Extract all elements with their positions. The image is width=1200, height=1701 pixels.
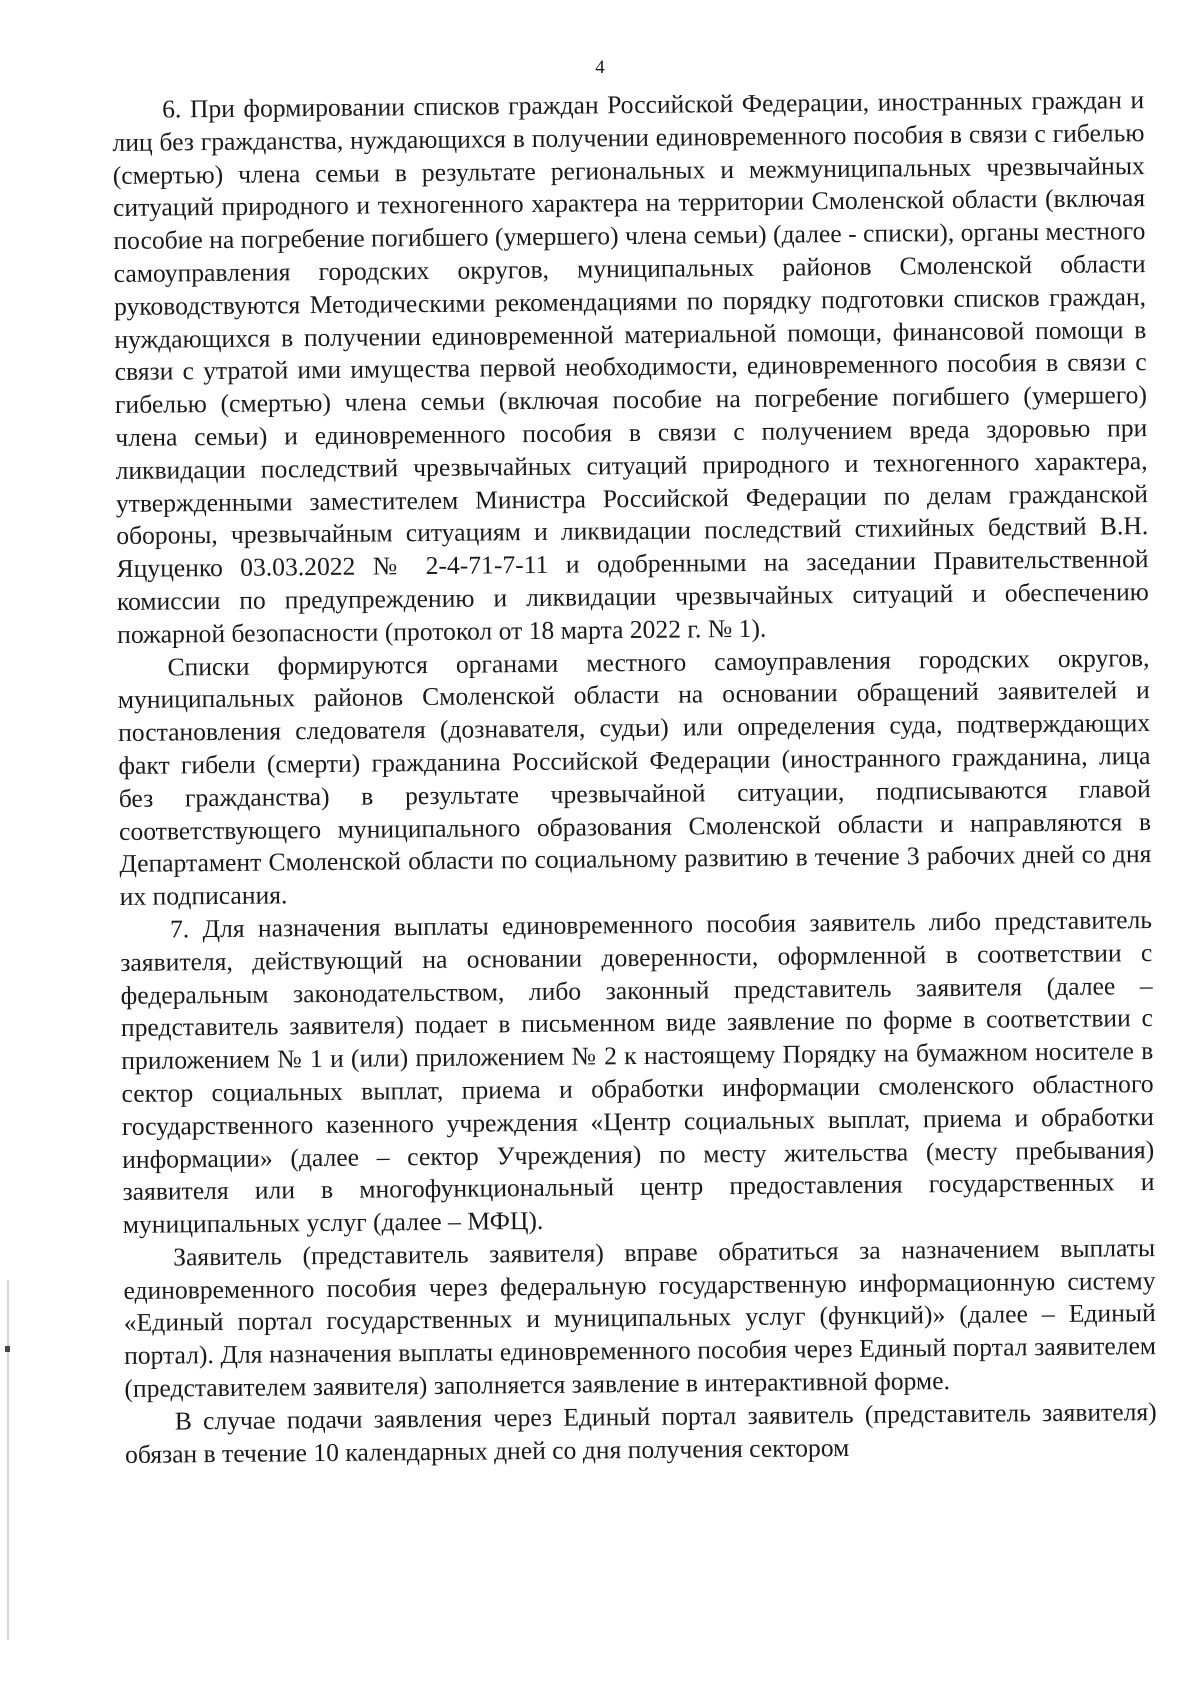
document-body (112, 84, 1157, 1471)
paragraph-unified-portal: Заявитель (представитель заявителя) вправе обратиться за назначением выплаты единовременного пособия через федеральную государственную информационную систему «Единый портал государственных и муниципальных услуг (функций)» (далее – Единый портал). Для назначения выплаты единовременного пособия через Единый портал заявителем (представителем заявителя) заполняется заявление в интерактивной форме. (123, 1232, 1157, 1404)
paragraph-item-6: 6. При формировании списков граждан Российской Федерации, иностранных граждан и лиц без гражданства, нуждающихся в получении единовременного пособия в связи с гибелью (смертью) члена семьи в результате региональных и межмуниципальных чрезвычайных ситуаций природного и техногенного характера на территории Смоленской области (включая пособие на погребение погибшего (умершего) члена семьи) (далее - списки), органы местного самоуправления городских округов, муниципальных районов Смоленской области руководствуются Методическими рекомендациями по порядку подготовки списков граждан, нуждающихся в получении единовременной материальной помощи, финансовой помощи в связи с утратой ими имущества первой необходимости, единовременного пособия в связи с гибелью (смертью) члена семьи (включая пособие на погребение погибшего (умершего) члена семьи) и единовременного пособия в связи с получением вреда здоровью при ликвидации последствий чрезвычайных ситуаций природного и техногенного характера, утвержденными заместителем Министра Российской Федерации по делам гражданской обороны, чрезвычайным ситуациям и ликвидации последствий стихийных бедствий В.Н. Яцуценко 03.03.2022 № 2-4-71-7-11 и одобренными на заседании Правительственной комиссии по предупреждению и ликвидации чрезвычайных ситуаций и обеспечению пожарной безопасности (протокол от 18 марта 2022 г. № 1). (112, 85, 1149, 649)
paragraph-portal-submission: В случае подачи заявления через Единый портал заявитель (представитель заявителя) обязан в течение 10 календарных дней со дня получения сектором (124, 1396, 1157, 1469)
scan-edge-tick (5, 1346, 10, 1352)
paragraph-item-7: 7. Для назначения выплаты единовременного пособия заявитель либо представитель заявителя, действующий на основании доверенности, оформленной в соответствии с федеральным законодательством, либо законный представитель заявителя (далее – представитель заявителя) подает в письменном виде заявление по форме в соответствии с приложением № 1 и (или) приложением № 2 к настоящему Порядку на бумажном носителе в сектор социальных выплат, приема и обработки информации смоленского областного государственного казенного учреждения «Центр социальных выплат, приема и обработки информации» (далее – сектор Учреждения) по месту жительства (месту пребывания) заявителя или в многофункциональный центр предоставления государственных и муниципальных услуг (далее – МФЦ). (120, 904, 1155, 1240)
scan-edge-mark (7, 1280, 9, 1640)
paragraph-lists-formation: Списки формируются органами местного самоуправления городских округов, муниципальных районов Смоленской области на основании обращений заявителей и постановления следователя (дознавателя, судьи) или определения суда, подтверждающих факт гибели (смерти) гражданина Российской Федерации (иностранного гражданина, лица без гражданства) в результате чрезвычайной ситуации, подписываются главой соответствующего муниципального образования Смоленской области и направляются в Департамент Смоленской области по социальному развитию в течение 3 рабочих дней со дня их подписания. (117, 642, 1152, 912)
page-number: 4 (595, 57, 605, 78)
